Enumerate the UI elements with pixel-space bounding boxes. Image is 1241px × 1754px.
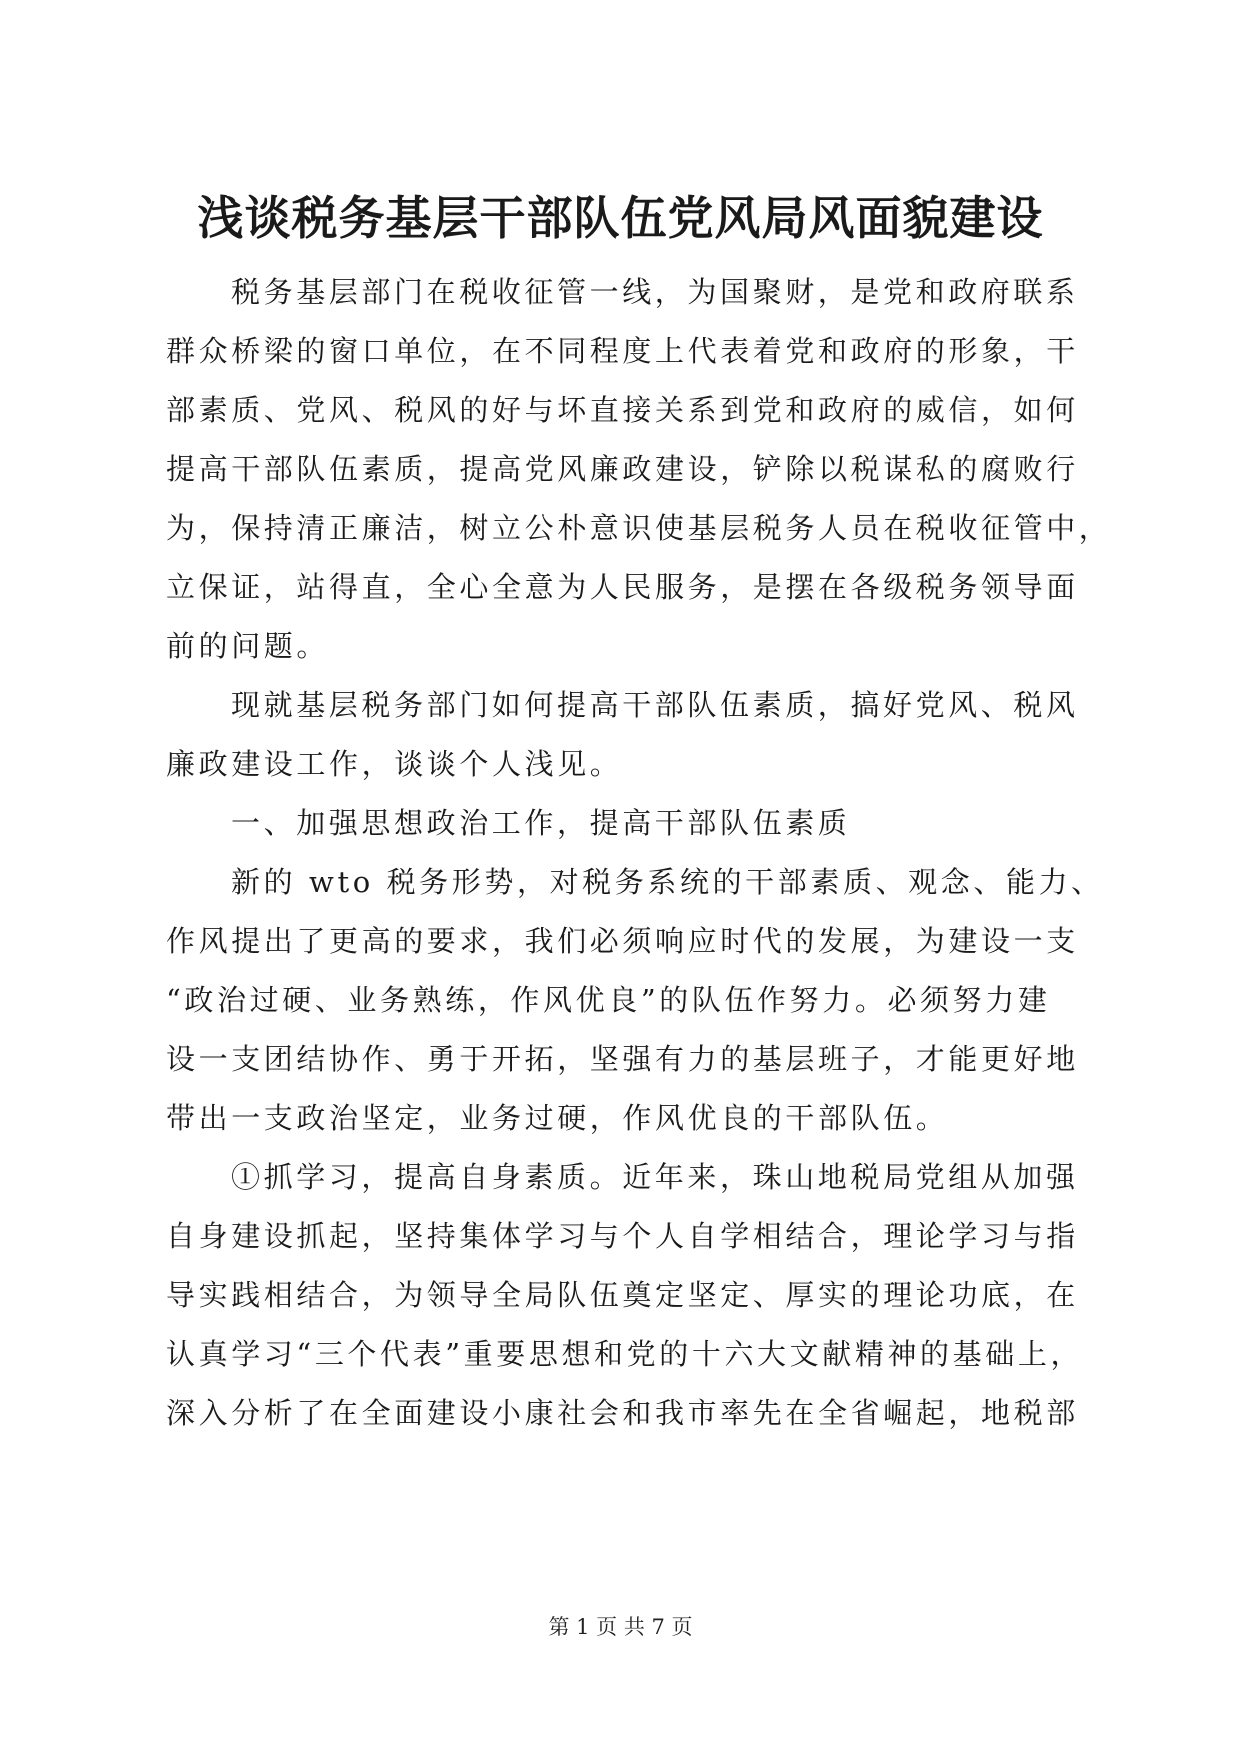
text-line: 部素质、党风、税风的好与坏直接关系到党和政府的威信，如何 xyxy=(166,393,1079,427)
text-line: 廉政建设工作，谈谈个人浅见。 xyxy=(166,747,623,781)
text-line: “政治过硬、业务熟练，作风优良”的队伍作努力。必须努力建 xyxy=(166,983,1051,1017)
text-line: 现就基层税务部门如何提高干部队伍素质，搞好党风、税风 xyxy=(231,688,1079,722)
text-line: 导实践相结合，为领导全局队伍奠定坚定、厚实的理论功底，在 xyxy=(166,1278,1079,1312)
page-footer: 第 1 页 共 7 页 xyxy=(548,1615,693,1639)
text-line: 立保证，站得直，全心全意为人民服务，是摆在各级税务领导面 xyxy=(166,570,1079,604)
text-line: 设一支团结协作、勇于开拓，坚强有力的基层班子，才能更好地 xyxy=(166,1042,1079,1076)
text-line: 提高干部队伍素质，提高党风廉政建设，铲除以税谋私的腐败行 xyxy=(166,452,1079,486)
section-heading: 一、加强思想政治工作，提高干部队伍素质 xyxy=(231,806,851,840)
text-line: 税务基层部门在税收征管一线，为国聚财，是党和政府联系 xyxy=(231,275,1079,309)
text-line: 带出一支政治坚定，业务过硬，作风优良的干部队伍。 xyxy=(166,1101,949,1135)
text-line: 为，保持清正廉洁，树立公朴意识使基层税务人员在税收征管中， xyxy=(166,511,1112,545)
text-line: 群众桥梁的窗口单位，在不同程度上代表着党和政府的形象，干 xyxy=(166,334,1079,368)
text-line: 新的 wto 税务形势，对税务系统的干部素质、观念、能力、 xyxy=(231,865,1104,899)
text-line: ①抓学习，提高自身素质。近年来，珠山地税局党组从加强 xyxy=(231,1160,1079,1194)
text-line: 深入分析了在全面建设小康社会和我市率先在全省崛起，地税部 xyxy=(166,1396,1079,1430)
text-line: 自身建设抓起，坚持集体学习与个人自学相结合，理论学习与指 xyxy=(166,1219,1079,1253)
document-title: 浅谈税务基层干部队伍党风局风面貌建设 xyxy=(197,191,1044,245)
text-line: 作风提出了更高的要求，我们必须响应时代的发展，为建设一支 xyxy=(166,924,1079,958)
text-line: 认真学习“三个代表”重要思想和党的十六大文献精神的基础上， xyxy=(166,1337,1084,1371)
text-line: 前的问题。 xyxy=(166,629,330,663)
